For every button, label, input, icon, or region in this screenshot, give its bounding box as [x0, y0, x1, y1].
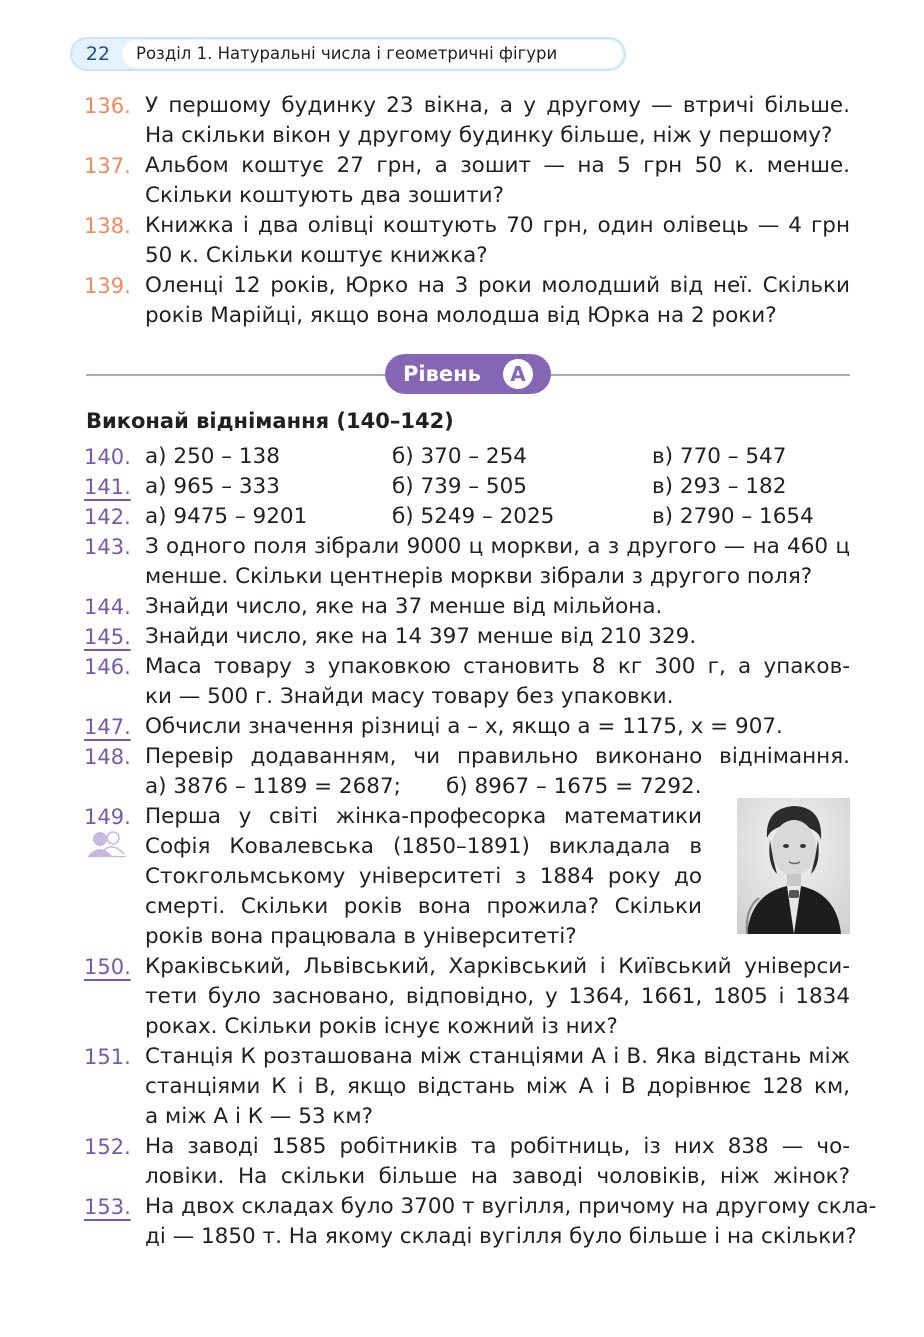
problem-text: Станція К розташована між станціями А і В. Яка відстань між: [145, 1044, 850, 1069]
problem-138: [84, 211, 850, 241]
problem-number: 153.: [84, 1195, 131, 1219]
problem-143: [84, 532, 850, 562]
problem-number: 139.: [84, 274, 131, 298]
item-c: в) 770 – 547: [652, 444, 787, 469]
problem-143-line2: [84, 562, 850, 592]
problem-number: 142.: [84, 505, 131, 529]
problem-text: Перевір додаванням, чи правильно виконано віднімання.: [145, 744, 850, 769]
problem-text: Софія Ковалевська (1850–1891) викладала в: [145, 834, 702, 859]
item-c: в) 293 – 182: [652, 474, 787, 499]
problem-150: [84, 952, 850, 982]
level-letter: А: [503, 359, 533, 389]
problem-number: 136.: [84, 94, 131, 118]
problem-153-line2: [84, 1222, 857, 1252]
problem-number: 143.: [84, 535, 131, 559]
problem-151-line3: [84, 1102, 850, 1132]
problem-146: [84, 652, 850, 682]
problem-text: менше. Скільки центнерів моркви зібрали з другого поля?: [145, 564, 813, 589]
group-work-icon: [86, 830, 128, 858]
problem-152: [84, 1132, 850, 1162]
problem-number: 150.: [84, 955, 131, 979]
problem-number: 148.: [84, 745, 131, 769]
problem-text: Знайди число, яке на 37 менше від мільйона.: [145, 594, 663, 619]
problem-text: На двох складах було 3700 т вугілля, причому на другому скла-: [145, 1194, 877, 1219]
problem-text: Краківський, Львівський, Харківський і Київський універси-: [145, 954, 850, 979]
item-a: а) 3876 – 1189 = 2687;: [145, 774, 401, 799]
problem-text: На скільки вікон у другому будинку більше, ніж у першому?: [145, 123, 833, 148]
problem-149-line5: [84, 922, 702, 952]
problem-text: Книжка і два олівці коштують 70 грн, один олівець — 4 грн: [145, 213, 850, 238]
problem-137: [84, 151, 850, 181]
problem-text: Перша у світі жінка-професорка математики: [145, 804, 702, 829]
problem-text: ловіки. На скільки більше на заводі чоловіків, ніж жінок?: [145, 1164, 850, 1189]
problem-text: У першому будинку 23 вікна, а у другому — втричі більше.: [145, 93, 850, 118]
item-b: б) 8967 – 1675 = 7292.: [446, 774, 702, 799]
problem-number: 141.: [84, 475, 131, 499]
problem-text: Стокгольмському університеті з 1884 року до: [145, 864, 702, 889]
problem-number: 151.: [84, 1045, 131, 1069]
problem-number: 138.: [84, 214, 131, 238]
level-badge: [385, 354, 551, 394]
problem-text: ді — 1850 т. На якому складі вугілля було більше і на скільки?: [145, 1224, 857, 1249]
chapter-title: Розділ 1. Натуральні числа і геометричні фігури: [122, 40, 622, 68]
problem-141: [84, 472, 850, 502]
problem-139-line2: [84, 301, 850, 331]
problem-text: Маса товару з упаковкою становить 8 кг 300 г, а упаков-: [145, 654, 850, 679]
problem-151: [84, 1042, 850, 1072]
problem-139: [84, 271, 850, 301]
problem-149-line3: [84, 862, 702, 892]
level-label: Рівень: [403, 362, 481, 386]
problem-number: 147.: [84, 715, 131, 739]
item-c: в) 2790 – 1654: [652, 504, 814, 529]
problem-153: [84, 1192, 877, 1222]
problem-150-line2: [84, 982, 850, 1012]
problem-146-line2: [84, 682, 850, 712]
problem-137-line2: [84, 181, 850, 211]
problem-text: а між А і К — 53 км?: [145, 1104, 373, 1129]
problem-148-line2: [84, 772, 850, 802]
problem-number: 137.: [84, 154, 131, 178]
problem-number: 146.: [84, 655, 131, 679]
problem-152-line2: [84, 1162, 850, 1192]
item-b: б) 370 – 254: [392, 444, 527, 469]
problem-text: Обчисли значення різниці а – х, якщо а = 1175, х = 907.: [145, 714, 783, 739]
page-header: [70, 37, 626, 71]
problem-text: 50 к. Скільки коштує книжка?: [145, 243, 488, 268]
problem-148: [84, 742, 850, 772]
problem-149: [84, 802, 702, 832]
task-title: Виконай віднімання (140–142): [86, 409, 454, 433]
problem-text: З одного поля зібрали 9000 ц моркви, а з другого — на 460 ц: [145, 534, 850, 559]
problem-text: тети було засновано, відповідно, у 1364, 1661, 1805 і 1834: [145, 984, 850, 1009]
problem-147: [84, 712, 850, 742]
problem-number: 140.: [84, 445, 131, 469]
problem-149-line4: [84, 892, 702, 922]
portrait-image: [737, 798, 850, 934]
problem-number: 149.: [84, 805, 131, 829]
item-a: а) 250 – 138: [145, 444, 280, 469]
problem-151-line2: [84, 1072, 850, 1102]
problem-number: 145.: [84, 625, 131, 649]
problem-136: [84, 91, 850, 121]
problem-144: [84, 592, 850, 622]
problem-138-line2: [84, 241, 850, 271]
problem-145: [84, 622, 850, 652]
problem-149-line2: [84, 832, 702, 862]
item-a: а) 965 – 333: [145, 474, 280, 499]
problem-142: [84, 502, 850, 532]
problem-text: На заводі 1585 робітників та робітниць, із них 838 — чо-: [145, 1134, 850, 1159]
problem-text: Знайди число, яке на 14 397 менше від 210 329.: [145, 624, 697, 649]
problem-150-line3: [84, 1012, 850, 1042]
problem-text: смерті. Скільки років вона прожила? Скільки: [145, 894, 702, 919]
problem-text: років вона працювала в університеті?: [145, 924, 577, 949]
problem-text: Альбом коштує 27 грн, а зошит — на 5 грн 50 к. менше.: [145, 153, 850, 178]
problem-text: роках. Скільки років існує кожний із них?: [145, 1014, 618, 1039]
page-number: 22: [85, 43, 111, 65]
problem-text: років Марійці, якщо вона молодша від Юрка на 2 роки?: [145, 303, 777, 328]
problem-number: 152.: [84, 1135, 131, 1159]
item-b: б) 5249 – 2025: [392, 504, 555, 529]
problem-text: Скільки коштують два зошити?: [145, 183, 505, 208]
problem-text: ки — 500 г. Знайди масу товару без упаковки.: [145, 684, 674, 709]
problem-text: станціями К і В, якщо відстань між А і В дорівнює 128 км,: [145, 1074, 850, 1099]
problem-text: Оленці 12 років, Юрко на 3 роки молодший від неї. Скільки: [145, 273, 850, 298]
item-a: а) 9475 – 9201: [145, 504, 308, 529]
item-b: б) 739 – 505: [392, 474, 527, 499]
problem-140: [84, 442, 850, 472]
problem-136-line2: [84, 121, 850, 151]
problem-number: 144.: [84, 595, 131, 619]
